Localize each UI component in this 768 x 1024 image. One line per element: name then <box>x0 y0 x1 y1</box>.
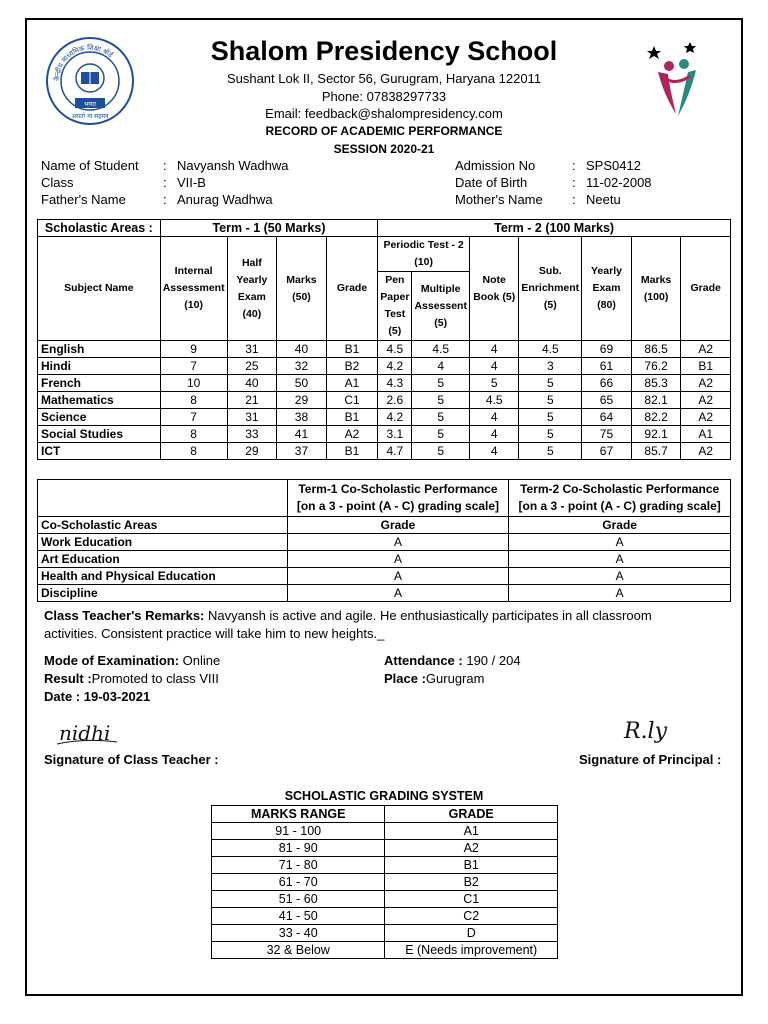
session-title: SESSION 2020-21 <box>333 142 435 156</box>
marks-cell-g2: B1 <box>681 358 731 375</box>
info-sep: : <box>163 175 167 190</box>
marks-cell-g2: A1 <box>681 426 731 443</box>
marks-cell-nb: 5 <box>469 375 518 392</box>
marks-cell-nb: 4 <box>469 341 518 358</box>
col-sub-enrichment: Sub. Enrichment (5) <box>519 237 582 341</box>
marks-cell-g2: A2 <box>681 375 731 392</box>
marks-cell-g1: B1 <box>326 443 378 460</box>
grading-title: SCHOLASTIC GRADING SYSTEM <box>284 789 484 803</box>
marks-cell-g1: B1 <box>326 409 378 426</box>
dob-label: Date of Birth <box>455 175 528 190</box>
col-internal-assessment: Internal Assessment (10) <box>160 237 227 341</box>
admission-no-value: SPS0412 <box>586 158 641 173</box>
marks-row <box>38 375 731 392</box>
marks-cell-ye: 65 <box>582 392 632 409</box>
marks-cell-nb: 4 <box>469 443 518 460</box>
class-value: VII-B <box>177 175 206 190</box>
co-area-cell: Health and Physical Education <box>38 568 288 585</box>
co-grade1-header: Grade <box>287 517 509 534</box>
marks-cell-se: 4.5 <box>519 341 582 358</box>
marks-cell-ma: 5 <box>412 392 470 409</box>
grading-grade-cell: D <box>385 925 558 942</box>
marks-row <box>38 392 731 409</box>
grading-range-cell: 71 - 80 <box>212 857 385 874</box>
mother-name-value: Neetu <box>586 192 621 207</box>
grading-grade-cell: B2 <box>385 874 558 891</box>
teacher-signature-label: Signature of Class Teacher : <box>44 752 219 767</box>
student-name-label: Name of Student <box>41 158 139 173</box>
grading-range-cell: 33 - 40 <box>212 925 385 942</box>
school-phone: Phone: 07838297733 <box>321 89 447 104</box>
marks-cell-hy: 31 <box>227 341 277 358</box>
marks-cell-hy: 40 <box>227 375 277 392</box>
school-email: Email: feedback@shalompresidency.com <box>265 106 503 121</box>
remarks-text-2: activities. Consistent practice will take him to new heights._ <box>44 626 385 641</box>
marks-cell-pp: 4.5 <box>378 341 412 358</box>
grading-grade-cell: A1 <box>385 823 558 840</box>
co-row <box>38 568 731 585</box>
mother-name-label: Mother's Name <box>455 192 543 207</box>
grading-row <box>212 874 558 891</box>
marks-cell-hy: 21 <box>227 392 277 409</box>
marks-cell-g2: A2 <box>681 409 731 426</box>
marks-cell-ma: 4.5 <box>412 341 470 358</box>
marks-cell-m50: 32 <box>277 358 327 375</box>
marks-cell-m100: 82.1 <box>631 392 681 409</box>
scholastic-areas-header: Scholastic Areas : <box>38 220 161 237</box>
mode-of-exam <box>44 653 220 668</box>
grading-row <box>212 823 558 840</box>
marks-row <box>38 426 731 443</box>
grading-row <box>212 908 558 925</box>
marks-cell-pp: 4.3 <box>378 375 412 392</box>
co-grade-cell: A <box>287 568 509 585</box>
term2-header: Term - 2 (100 Marks) <box>378 220 731 237</box>
grading-grade-cell: C1 <box>385 891 558 908</box>
grading-grade-cell: B1 <box>385 857 558 874</box>
marks-cell-m100: 82.2 <box>631 409 681 426</box>
marks-cell-se: 5 <box>519 409 582 426</box>
marks-cell-g1: B2 <box>326 358 378 375</box>
co-grade-cell: A <box>509 568 731 585</box>
co-term2-line2: [on a 3 - point (A - C) grading scale] <box>518 499 721 513</box>
grading-range-cell: 41 - 50 <box>212 908 385 925</box>
marks-cell-nb: 4 <box>469 426 518 443</box>
co-term2-header <box>509 480 731 517</box>
marks-cell-pp: 2.6 <box>378 392 412 409</box>
marks-cell-nb: 4 <box>469 358 518 375</box>
subject-name-cell: Science <box>38 409 161 426</box>
co-grade-cell: A <box>287 534 509 551</box>
marks-cell-pp: 4.7 <box>378 443 412 460</box>
co-row <box>38 551 731 568</box>
marks-cell-ia: 10 <box>160 375 227 392</box>
co-row <box>38 534 731 551</box>
grading-row <box>212 942 558 959</box>
marks-row <box>38 443 731 460</box>
marks-cell-pp: 3.1 <box>378 426 412 443</box>
place-label: Place : <box>384 671 426 686</box>
marks-cell-m50: 29 <box>277 392 327 409</box>
marks-cell-ye: 69 <box>582 341 632 358</box>
principal-signature-icon <box>622 712 682 748</box>
marks-cell-hy: 29 <box>227 443 277 460</box>
marks-cell-nb: 4.5 <box>469 392 518 409</box>
co-grade-cell: A <box>509 585 731 602</box>
admission-no-label: Admission No <box>455 158 536 173</box>
teacher-signature-icon <box>55 718 125 750</box>
co-grade-cell: A <box>509 551 731 568</box>
marks-row <box>38 409 731 426</box>
col-yearly-exam: Yearly Exam (80) <box>582 237 632 341</box>
marks-cell-ia: 8 <box>160 392 227 409</box>
principal-signature-label: Signature of Principal : <box>579 752 722 767</box>
marks-cell-m100: 76.2 <box>631 358 681 375</box>
result-label: Result : <box>44 671 92 686</box>
subject-name-cell: ICT <box>38 443 161 460</box>
term1-header: Term - 1 (50 Marks) <box>160 220 378 237</box>
grading-grade-cell: C2 <box>385 908 558 925</box>
marks-cell-ye: 61 <box>582 358 632 375</box>
mode-label: Mode of Examination: <box>44 653 180 668</box>
co-empty-corner <box>38 480 288 517</box>
col-marks-100: Marks (100) <box>631 237 681 341</box>
grading-range-cell: 91 - 100 <box>212 823 385 840</box>
info-sep: : <box>572 175 576 190</box>
grading-table <box>211 805 558 959</box>
grading-row <box>212 925 558 942</box>
info-sep: : <box>163 158 167 173</box>
co-grade-cell: A <box>509 534 731 551</box>
co-grade-cell: A <box>287 551 509 568</box>
marks-cell-ye: 64 <box>582 409 632 426</box>
result-value: Promoted to class VIII <box>91 671 219 686</box>
col-note-book: Note Book (5) <box>469 237 518 341</box>
col-periodic-test: Periodic Test - 2 (10) <box>378 237 470 272</box>
marks-cell-ia: 8 <box>160 443 227 460</box>
place <box>384 671 484 686</box>
marks-cell-ye: 67 <box>582 443 632 460</box>
col-multiple-assessment: Multiple Assessent (5) <box>412 272 470 341</box>
col-pen-paper: Pen Paper Test (5) <box>378 272 412 341</box>
school-name: Shalom Presidency School <box>210 36 558 66</box>
col-subject-name: Subject Name <box>38 237 161 341</box>
grading-range-cell: 51 - 60 <box>212 891 385 908</box>
marks-table <box>37 219 731 460</box>
subject-name-cell: Hindi <box>38 358 161 375</box>
marks-cell-m50: 38 <box>277 409 327 426</box>
father-name-label: Father's Name <box>41 192 126 207</box>
remarks-label: Class Teacher's Remarks: <box>44 608 205 623</box>
info-sep: : <box>572 158 576 173</box>
marks-cell-g2: A2 <box>681 443 731 460</box>
marks-cell-se: 3 <box>519 358 582 375</box>
co-term1-header <box>287 480 509 517</box>
marks-cell-ia: 9 <box>160 341 227 358</box>
marks-cell-nb: 4 <box>469 409 518 426</box>
grading-grade-cell: A2 <box>385 840 558 857</box>
marks-cell-g1: A1 <box>326 375 378 392</box>
col-marks-50: Marks (50) <box>277 237 327 341</box>
svg-text:भारत: भारत <box>84 101 96 108</box>
attendance-value: 190 / 204 <box>462 653 521 668</box>
marks-cell-g2: A2 <box>681 341 731 358</box>
co-scholastic-table <box>37 479 731 602</box>
grading-row <box>212 840 558 857</box>
principal-signature-text: R.ly <box>624 719 668 744</box>
marks-cell-m100: 85.3 <box>631 375 681 392</box>
col-grade-term1: Grade <box>326 237 378 341</box>
marks-cell-hy: 33 <box>227 426 277 443</box>
marks-cell-m100: 86.5 <box>631 341 681 358</box>
marks-row <box>38 358 731 375</box>
grading-range-cell: 32 & Below <box>212 942 385 959</box>
col-grade-term2: Grade <box>681 237 731 341</box>
co-grade-cell: A <box>287 585 509 602</box>
grading-col-range: MARKS RANGE <box>212 806 385 823</box>
marks-cell-se: 5 <box>519 375 582 392</box>
co-term1-line2: [on a 3 - point (A - C) grading scale] <box>296 499 500 513</box>
co-area-cell: Discipline <box>38 585 288 602</box>
result <box>44 671 219 686</box>
report-date: Date : 19-03-2021 <box>44 689 151 704</box>
grading-row <box>212 857 558 874</box>
subject-name-cell: Mathematics <box>38 392 161 409</box>
logo-arc-text: केन्द्रीय माध्यमिक शिक्षा बोर्ड <box>52 43 115 82</box>
place-value: Gurugram <box>425 671 485 686</box>
co-area-cell: Work Education <box>38 534 288 551</box>
marks-cell-ma: 5 <box>412 409 470 426</box>
attendance <box>384 653 521 668</box>
col-half-yearly: Half Yearly Exam (40) <box>227 237 277 341</box>
marks-cell-ma: 5 <box>412 426 470 443</box>
marks-cell-m50: 41 <box>277 426 327 443</box>
marks-cell-se: 5 <box>519 426 582 443</box>
teacher-signature-text: nidhi <box>59 721 111 745</box>
marks-cell-g1: B1 <box>326 341 378 358</box>
marks-cell-ia: 7 <box>160 358 227 375</box>
student-name-value: Navyansh Wadhwa <box>177 158 289 173</box>
remarks-text-1: Navyansh is active and agile. He enthusiastically participates in all classroom <box>204 608 652 623</box>
marks-cell-ye: 75 <box>582 426 632 443</box>
marks-cell-se: 5 <box>519 392 582 409</box>
mode-value: Online <box>179 653 221 668</box>
marks-cell-hy: 31 <box>227 409 277 426</box>
subject-name-cell: French <box>38 375 161 392</box>
grading-row <box>212 891 558 908</box>
record-title: RECORD OF ACADEMIC PERFORMANCE <box>265 124 503 138</box>
father-name-value: Anurag Wadhwa <box>177 192 273 207</box>
marks-cell-pp: 4.2 <box>378 358 412 375</box>
co-row <box>38 585 731 602</box>
logo-motto: असतो मा सद्गमय <box>71 113 109 120</box>
marks-cell-m100: 85.7 <box>631 443 681 460</box>
co-area-cell: Art Education <box>38 551 288 568</box>
co-areas-header: Co-Scholastic Areas <box>38 517 288 534</box>
marks-cell-pp: 4.2 <box>378 409 412 426</box>
subject-name-cell: English <box>38 341 161 358</box>
marks-cell-m100: 92.1 <box>631 426 681 443</box>
school-address: Sushant Lok II, Sector 56, Gurugram, Haryana 122011 <box>226 71 542 86</box>
grading-grade-cell: E (Needs improvement) <box>385 942 558 959</box>
marks-cell-ma: 5 <box>412 443 470 460</box>
teacher-remarks <box>44 607 734 643</box>
marks-cell-g1: C1 <box>326 392 378 409</box>
subject-name-cell: Social Studies <box>38 426 161 443</box>
marks-cell-g2: A2 <box>681 392 731 409</box>
attendance-label: Attendance : <box>384 653 463 668</box>
marks-cell-hy: 25 <box>227 358 277 375</box>
marks-cell-ma: 4 <box>412 358 470 375</box>
co-term1-line1: Term-1 Co-Scholastic Performance <box>298 482 498 496</box>
marks-cell-m50: 37 <box>277 443 327 460</box>
marks-cell-m50: 40 <box>277 341 327 358</box>
dob-value: 11-02-2008 <box>586 175 652 190</box>
grading-range-cell: 81 - 90 <box>212 840 385 857</box>
marks-cell-m50: 50 <box>277 375 327 392</box>
grading-col-grade: GRADE <box>385 806 558 823</box>
marks-cell-ye: 66 <box>582 375 632 392</box>
marks-row <box>38 341 731 358</box>
marks-cell-ia: 7 <box>160 409 227 426</box>
marks-cell-ia: 8 <box>160 426 227 443</box>
marks-cell-ma: 5 <box>412 375 470 392</box>
co-term2-line1: Term-2 Co-Scholastic Performance <box>520 482 720 496</box>
info-sep: : <box>572 192 576 207</box>
marks-cell-se: 5 <box>519 443 582 460</box>
grading-range-cell: 61 - 70 <box>212 874 385 891</box>
info-sep: : <box>163 192 167 207</box>
co-grade2-header: Grade <box>509 517 731 534</box>
class-label: Class <box>41 175 74 190</box>
marks-cell-g1: A2 <box>326 426 378 443</box>
